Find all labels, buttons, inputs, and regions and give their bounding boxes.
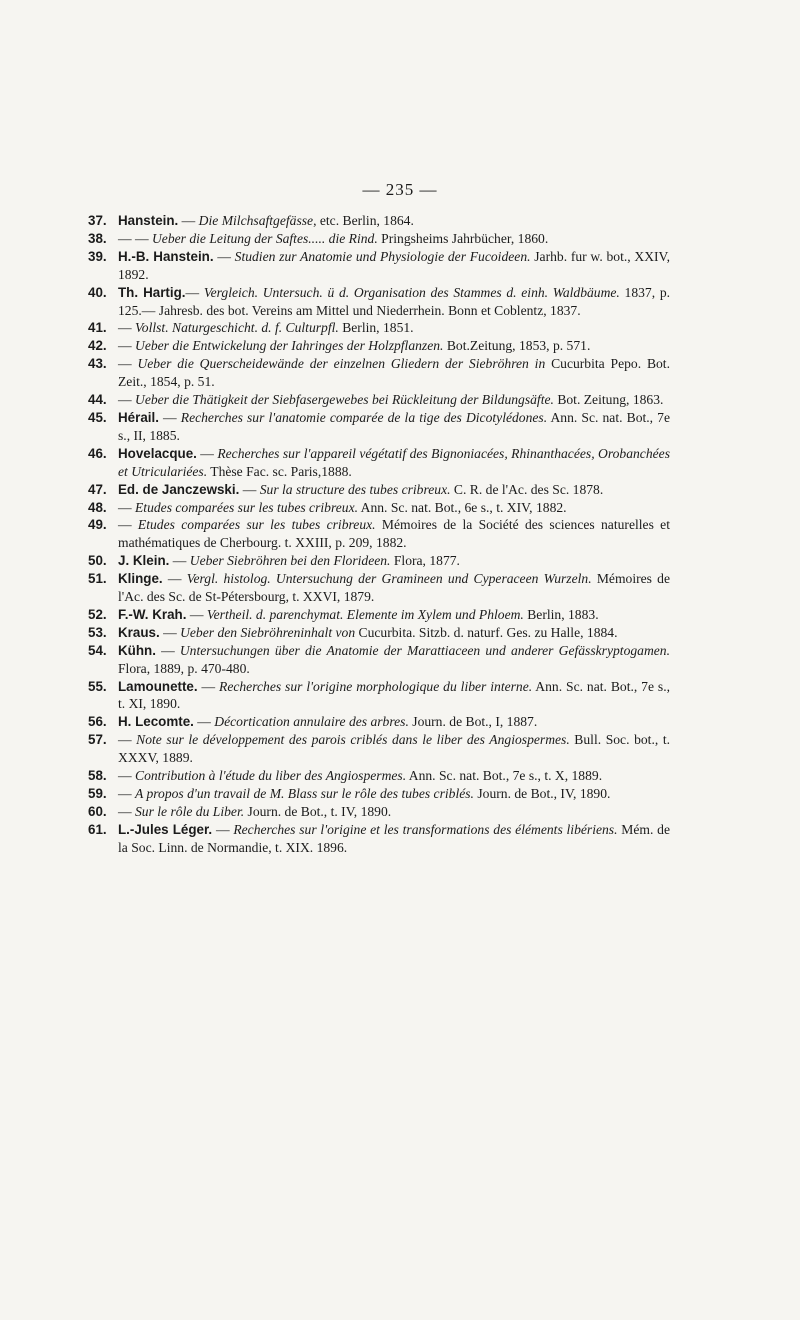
entry-author: Kraus.: [118, 624, 160, 640]
entry-dash: —: [196, 445, 218, 461]
entry-number: 55.: [88, 678, 107, 694]
entry-publication: Pringsheims Jahrbücher, 1860.: [377, 230, 549, 246]
entry-number: 44.: [88, 392, 107, 408]
entry-author: H. Lecomte.: [118, 714, 194, 730]
entry-title: Sur la structure des tubes cribreux.: [259, 481, 451, 497]
bibliography-entry: [88, 481, 670, 499]
entry-publication: Mémoires de l'Ac. des Sc. de St-Pétersbourg, t. XXVI, 1879.: [118, 571, 671, 605]
entry-number: 56.: [88, 714, 107, 730]
entry-number: 39.: [88, 248, 107, 264]
entry-author: L.-Jules Léger.: [118, 821, 213, 837]
entry-title: Vergl. histolog. Untersuchung der Gramineen und Cyperaceen Wurzeln.: [186, 571, 592, 587]
entry-publication: Bot.Zeitung, 1853, p. 571.: [443, 338, 591, 354]
bibliography-entry: [88, 212, 670, 230]
entry-dash: —: [118, 786, 135, 801]
entry-publication: Ann. Sc. nat. Bot., 7e s., t. XI, 1890.: [118, 678, 670, 712]
entry-title: Recherches sur l'origine et les transformations des éléments libériens.: [233, 821, 618, 837]
entry-number: 40.: [88, 284, 107, 300]
bibliography-entry: [88, 516, 670, 552]
entry-title: Die Milchsaftgefässe: [198, 213, 314, 228]
entry-title: Recherches sur l'anatomie comparée de la tige des Dicotylédones.: [180, 409, 548, 425]
entry-number: 58.: [88, 768, 107, 784]
entry-number: 46.: [88, 445, 107, 461]
entry-publication: Flora, 1877.: [390, 553, 460, 569]
entry-publication: Ann. Sc. nat. Bot., 6e s., t. XIV, 1882.: [358, 499, 567, 515]
entry-publication: Thèse Fac. sc. Paris,1888.: [207, 463, 352, 479]
bibliography-list: [88, 212, 670, 857]
bibliography-entry: [88, 624, 670, 642]
bibliography-entry: [88, 767, 670, 785]
entry-publication: Ann. Sc. nat. Bot., 7e s., II, 1885.: [118, 409, 671, 443]
entry-dash: —: [213, 248, 235, 264]
entry-author: J. Klein.: [118, 553, 170, 569]
bibliography-entry: [88, 337, 670, 355]
bibliography-entry: [88, 552, 670, 570]
entry-title: Studien zur Anatomie und Physiologie der Fucoideen.: [234, 248, 531, 264]
entry-number: 60.: [88, 803, 107, 819]
entry-publication: Mémoires de la Société des sciences naturelles et mathématiques de Cherbourg. t. XXIII, p. 209, 1882.: [118, 517, 670, 551]
entry-title: Note sur le développement des parois criblés dans le liber des Angiospermes.: [136, 732, 570, 748]
entry-number: 48.: [88, 499, 107, 515]
entry-number: 47.: [88, 481, 107, 497]
bibliography-entry: [88, 642, 670, 678]
bibliography-entry: [88, 409, 670, 445]
entry-dash: —: [118, 803, 135, 819]
entry-title: Ueber Siebröhren bei den Florideen.: [189, 553, 391, 569]
entry-dash: — —: [118, 230, 152, 246]
entry-title: Etudes comparées sur les tubes cribreux.: [137, 517, 376, 533]
entry-author: H.-B. Hanstein.: [118, 248, 214, 264]
bibliography-entry: [88, 731, 670, 767]
entry-dash: —: [155, 642, 180, 658]
entry-dash: —: [158, 409, 181, 425]
entry-dash: —: [118, 768, 135, 784]
entry-title: Ueber die Entwickelung der Iahringes der Holzpflanzen.: [135, 338, 444, 354]
bibliography-entry: [88, 499, 670, 517]
entry-dash: —: [197, 678, 220, 694]
entry-number: 51.: [88, 571, 107, 587]
entry-author: Ed. de Janczewski.: [118, 481, 240, 497]
entry-author: Hérail.: [118, 409, 159, 425]
entry-publication: Berlin, 1851.: [338, 320, 414, 336]
entry-title: Etudes comparées sur les tubes cribreux.: [135, 499, 358, 515]
entry-dash: —: [162, 571, 187, 587]
entry-publication: , etc. Berlin, 1864.: [313, 213, 414, 228]
entry-number: 41.: [88, 320, 107, 336]
bibliography-entry: [88, 570, 670, 606]
entry-publication: Bot. Zeitung, 1863.: [553, 392, 664, 408]
entry-dash: —: [118, 517, 138, 533]
entry-number: 42.: [88, 338, 107, 354]
entry-publication: Bull. Soc. bot., t. XXXV, 1889.: [118, 732, 670, 766]
entry-publication: Mém. de la Soc. Linn. de Normandie, t. XIX. 1896.: [118, 821, 670, 855]
entry-title: Vergleich. Untersuch. ü d. Organisation des Stammes d. einh. Waldbäume.: [203, 284, 620, 300]
entry-number: 59.: [88, 786, 107, 801]
entry-number: 53.: [88, 624, 107, 640]
entry-title: A propos d'un travail de M. Blass sur le rôle des tubes criblés.: [135, 786, 474, 801]
entry-dash: —: [185, 284, 204, 300]
entry-publication: 1837, p. 125.— Jahresb. des bot. Vereins am Mittel und Niederrhein. Bonn et Coblentz, 1837.: [118, 284, 671, 318]
entry-dash: —: [118, 338, 135, 354]
bibliography-entry: [88, 445, 670, 481]
bibliography-entry: [88, 319, 670, 337]
entry-title: Sur le rôle du Liber.: [135, 803, 245, 819]
entry-title: Vertheil. d. parenchymat. Elemente im Xylem und Phloem.: [206, 606, 524, 622]
entry-title: Ueber die Leitung der Saftes..... die Rind.: [151, 230, 378, 246]
entry-dash: —: [169, 553, 190, 569]
entry-publication: Journ. de Bot., t. IV, 1890.: [244, 803, 392, 819]
entry-author: Hovelacque.: [118, 445, 197, 461]
entry-number: 50.: [88, 553, 107, 569]
entry-number: 37.: [88, 213, 107, 228]
bibliography-entry: [88, 284, 670, 320]
entry-publication: Flora, 1889, p. 470-480.: [118, 660, 250, 676]
bibliography-entry: [88, 230, 670, 248]
entry-title: Recherches sur l'appareil végétatif des Bignoniacées, Rhinanthacées, Orobanchées et Utriculariées.: [118, 445, 670, 479]
page-number: — 235 —: [362, 180, 438, 199]
entry-dash: —: [212, 821, 234, 837]
entry-title: Décortication annulaire des arbres.: [214, 714, 409, 730]
entry-author: Klinge.: [118, 571, 163, 587]
entry-dash: —: [118, 320, 135, 336]
entry-number: 54.: [88, 642, 107, 658]
entry-title: Ueber die Thätigkeit der Siebfasergewebes bei Rückleitung der Bildungsäfte.: [135, 392, 554, 408]
entry-author: Hanstein.: [118, 213, 179, 228]
bibliography-entry: [88, 785, 670, 803]
entry-number: 57.: [88, 732, 107, 748]
entry-dash: —: [118, 732, 137, 748]
entry-publication: Jarhb. fur w. bot., XXIV, 1892.: [118, 248, 671, 282]
entry-publication: Ann. Sc. nat. Bot., 7e s., t. X, 1889.: [406, 768, 603, 784]
bibliography-entry: [88, 355, 670, 391]
bibliography-entry: [88, 713, 670, 731]
entry-author: Lamounette.: [118, 678, 198, 694]
entry-dash: —: [118, 356, 138, 372]
entry-title: Vollst. Naturgeschicht. d. f. Culturpfl.: [135, 320, 339, 336]
entry-dash: —: [193, 714, 215, 730]
entry-number: 38.: [88, 230, 107, 246]
entry-title: Ueber die Querscheidewände der einzelnen Gliedern der Siebröhren in: [137, 356, 546, 372]
entry-author: Th. Hartig.: [118, 284, 186, 300]
bibliography-entry: [88, 248, 670, 284]
bibliography-entry: [88, 678, 670, 714]
entry-publication: C. R. de l'Ac. des Sc. 1878.: [450, 481, 604, 497]
entry-dash: —: [186, 606, 207, 622]
entry-publication: Berlin, 1883.: [523, 606, 599, 622]
entry-number: 43.: [88, 356, 107, 372]
entry-number: 52.: [88, 606, 107, 622]
entry-dash: —: [159, 624, 181, 640]
entry-title: Contribution à l'étude du liber des Angiospermes.: [135, 768, 407, 784]
entry-dash: —: [118, 499, 135, 515]
bibliography-entry: [88, 821, 670, 857]
bibliography-entry: [88, 391, 670, 409]
entry-number: 61.: [88, 821, 107, 837]
entry-dash: —: [178, 213, 199, 228]
entry-publication: Journ. de Bot., I, 1887.: [408, 714, 538, 730]
entry-title: Recherches sur l'origine morphologique du liber interne.: [219, 678, 533, 694]
entry-number: 45.: [88, 409, 107, 425]
entry-author: F.-W. Krah.: [118, 606, 187, 622]
entry-publication: Cucurbita Pepo. Bot. Zeit., 1854, p. 51.: [118, 356, 670, 390]
entry-dash: —: [239, 481, 260, 497]
bibliography-entry: [88, 803, 670, 821]
entry-dash: —: [118, 392, 135, 408]
entry-publication: Journ. de Bot., IV, 1890.: [473, 786, 611, 801]
entry-title: Ueber den Siebröhreninhalt von: [180, 624, 356, 640]
entry-publication: Cucurbita. Sitzb. d. naturf. Ges. zu Halle, 1884.: [355, 624, 618, 640]
entry-number: 49.: [88, 517, 107, 533]
entry-title: Untersuchungen über die Anatomie der Marattiaceen und anderer Gefässkryptogamen.: [179, 642, 671, 658]
entry-author: Kühn.: [118, 642, 156, 658]
bibliography-entry: [88, 606, 670, 624]
